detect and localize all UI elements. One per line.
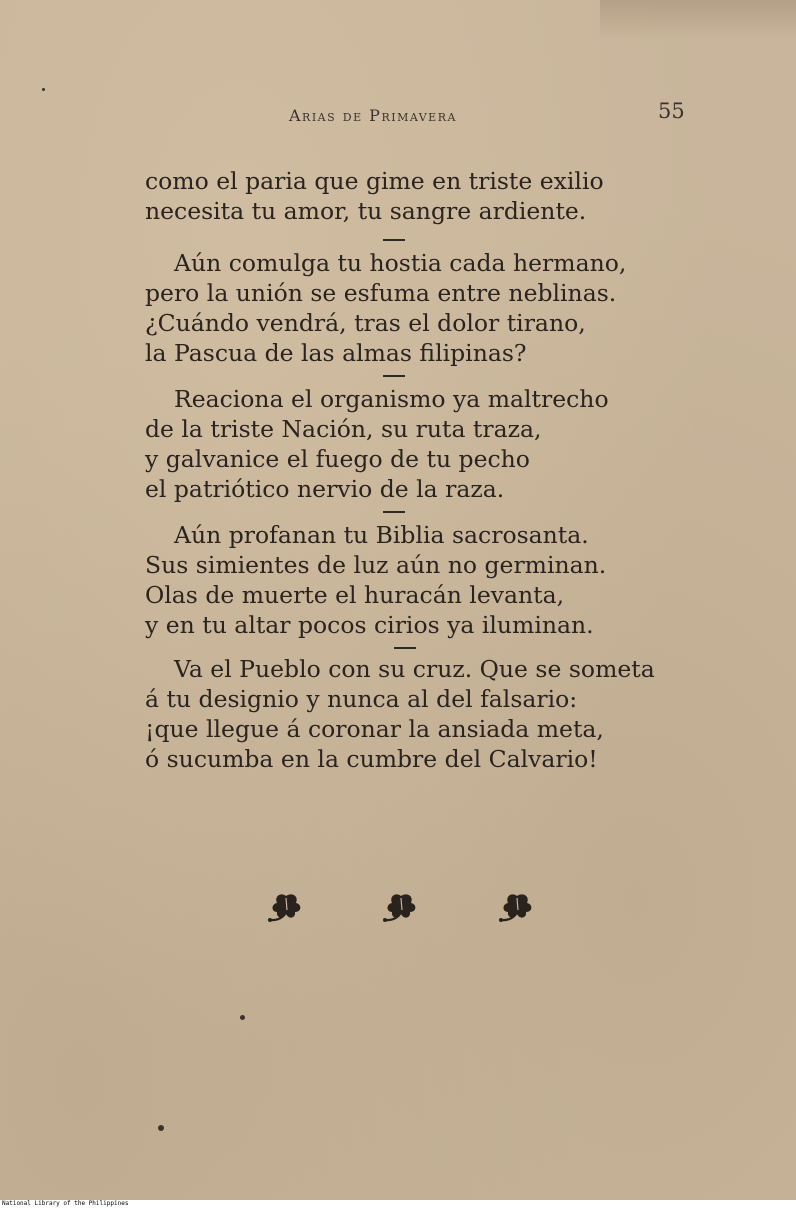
verse-line: necesita tu amor, tu sangre ardiente. — [145, 197, 587, 225]
fleuron-icon — [381, 890, 421, 926]
stanza-divider — [383, 375, 405, 377]
verse-line: ¿Cuándo vendrá, tras el dolor tirano, — [145, 309, 586, 337]
ornament-row — [0, 890, 796, 930]
page-edge-shadow — [600, 0, 796, 40]
verse-line: y galvanice el fuego de tu pecho — [145, 445, 530, 473]
verse-line: pero la unión se esfuma entre neblinas. — [145, 279, 617, 307]
page-number: 55 — [658, 99, 685, 123]
verse-line: Aún comulga tu hostia cada hermano, — [174, 249, 627, 277]
verse-line: Olas de muerte el huracán levanta, — [145, 581, 565, 609]
stanza-4 — [145, 520, 606, 640]
footer-credit: National Library of the Philippines — [0, 1200, 796, 1208]
verse-line: como el paria que gime en triste exilio — [145, 167, 604, 195]
running-title: Arias de Primavera — [289, 106, 457, 125]
ink-speck — [240, 1015, 245, 1020]
verse-line: ¡que llegue á coronar la ansiada meta, — [145, 715, 604, 743]
stanza-2 — [145, 248, 626, 368]
stanza-5 — [145, 654, 655, 774]
stanza-1 — [145, 166, 604, 226]
fleuron-icon — [266, 890, 306, 926]
verse-line: Va el Pueblo con su cruz. Que se someta — [174, 655, 655, 683]
fleuron-icon — [497, 890, 537, 926]
verse-line: la Pascua de las almas filipinas? — [145, 339, 527, 367]
stanza-3 — [145, 384, 609, 504]
verse-line: el patriótico nervio de la raza. — [145, 475, 505, 503]
verse-line: de la triste Nación, su ruta traza, — [145, 415, 542, 443]
ink-speck — [42, 88, 45, 91]
verse-line: ó sucumba en la cumbre del Calvario! — [145, 745, 598, 773]
verse-line: Aún profanan tu Biblia sacrosanta. — [174, 521, 589, 549]
verse-line: Sus simientes de luz aún no germinan. — [145, 551, 607, 579]
verse-line: á tu designio y nunca al del falsario: — [145, 685, 578, 713]
verse-line: y en tu altar pocos cirios ya iluminan. — [145, 611, 594, 639]
stanza-divider — [383, 239, 405, 241]
verse-line: Reaciona el organismo ya maltrecho — [174, 385, 609, 413]
stanza-divider — [394, 647, 416, 649]
ink-speck — [158, 1125, 164, 1131]
stanza-divider — [383, 511, 405, 513]
